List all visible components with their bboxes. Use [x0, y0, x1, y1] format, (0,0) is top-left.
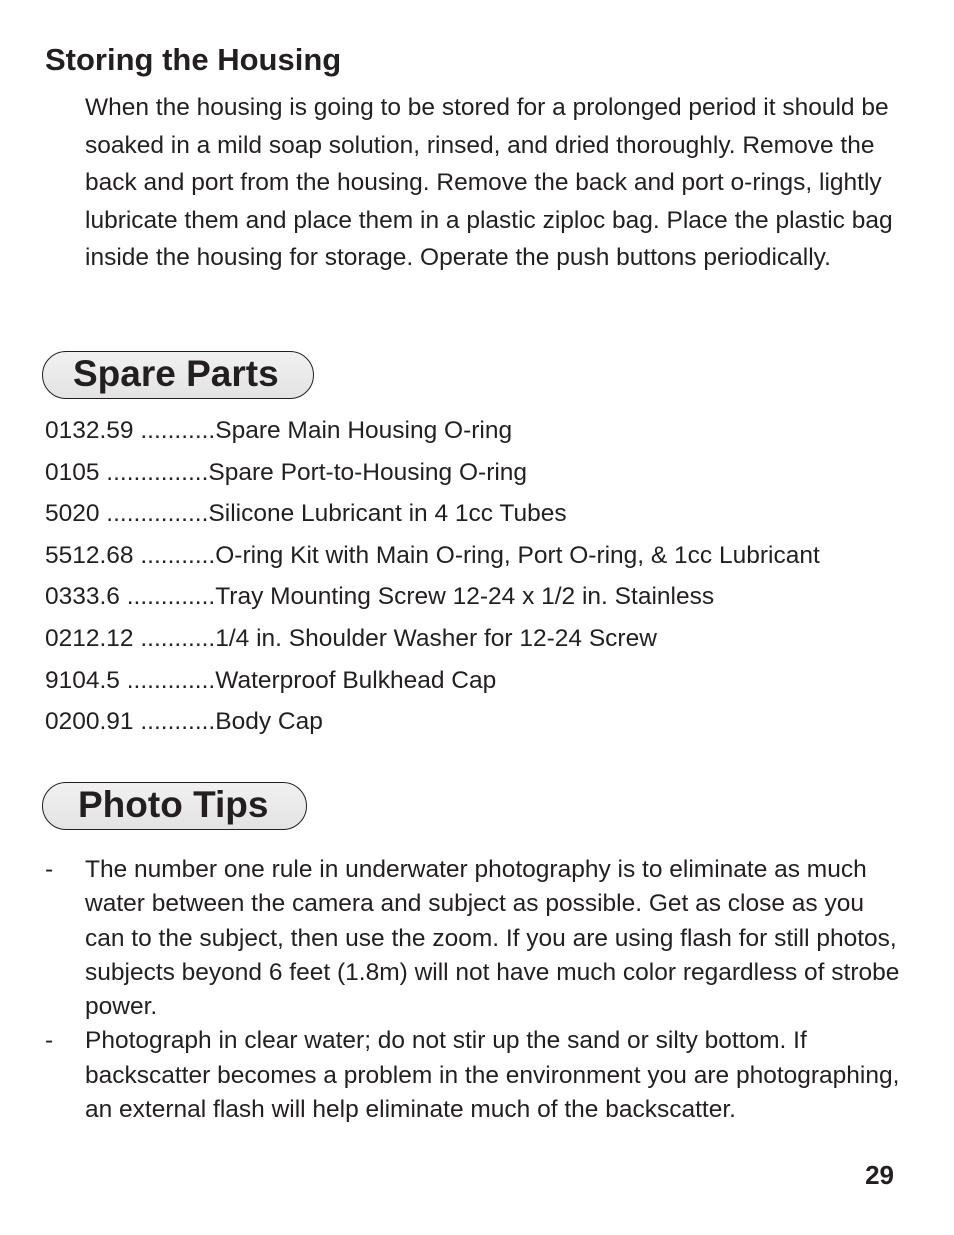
list-item	[45, 853, 905, 1024]
photo-tips-heading: Photo Tips	[78, 784, 269, 825]
tip-text: Photograph in clear water; do not stir up the sand or silty bottom. If backscatter becomes a problem in the environment you are photographing, an external flash will help eliminate much of the backscatter.	[85, 1027, 900, 1124]
tip-text: The number one rule in underwater photography is to eliminate as much water between the camera and subject as possible. Get as close as you can to the subject, then use the zoom. If you are using flash for still photos, subjects beyond 6 feet (1.8m) will not have much color regardless of strobe power.	[85, 856, 900, 1021]
storing-paragraph: When the housing is going to be stored for a prolonged period it should be soaked in a mild soap solution, rinsed, and dried thoroughly. Remove the back and port from the housing. Remove the back and port o-rings, lightly lubricate them and place them in a plastic ziploc bag. Place the plastic bag inside the housing for storage. Operate the push buttons periodically.	[85, 94, 893, 271]
list-item: 0105 ...............Spare Port-to-Housing O-ring	[45, 458, 528, 486]
list-item: 0212.12 ...........1/4 in. Shoulder Washer for 12-24 Screw	[45, 624, 657, 652]
list-item: 0333.6 .............Tray Mounting Screw 12-24 x 1/2 in. Stainless	[45, 583, 715, 611]
list-item: 9104.5 .............Waterproof Bulkhead Cap	[45, 666, 497, 694]
spare-parts-heading: Spare Parts	[73, 353, 279, 394]
page-number: 29	[865, 1160, 894, 1190]
storing-heading: Storing the Housing	[45, 42, 342, 77]
list-item: 5020 ...............Silicone Lubricant in 4 1cc Tubes	[45, 500, 567, 528]
list-item: 0200.91 ...........Body Cap	[45, 708, 323, 736]
spare-parts-list	[45, 410, 820, 743]
bullet-dash: -	[45, 1027, 54, 1055]
bullet-dash: -	[45, 856, 54, 883]
spare-parts-heading-pill	[42, 351, 314, 399]
list-item: 0132.59 ...........Spare Main Housing O-ring	[45, 417, 513, 444]
list-item	[45, 1024, 905, 1127]
photo-tips-list	[45, 853, 905, 1127]
list-item: 5512.68 ...........O-ring Kit with Main O-ring, Port O-ring, & 1cc Lubricant	[45, 541, 820, 569]
photo-tips-heading-pill	[42, 782, 307, 830]
